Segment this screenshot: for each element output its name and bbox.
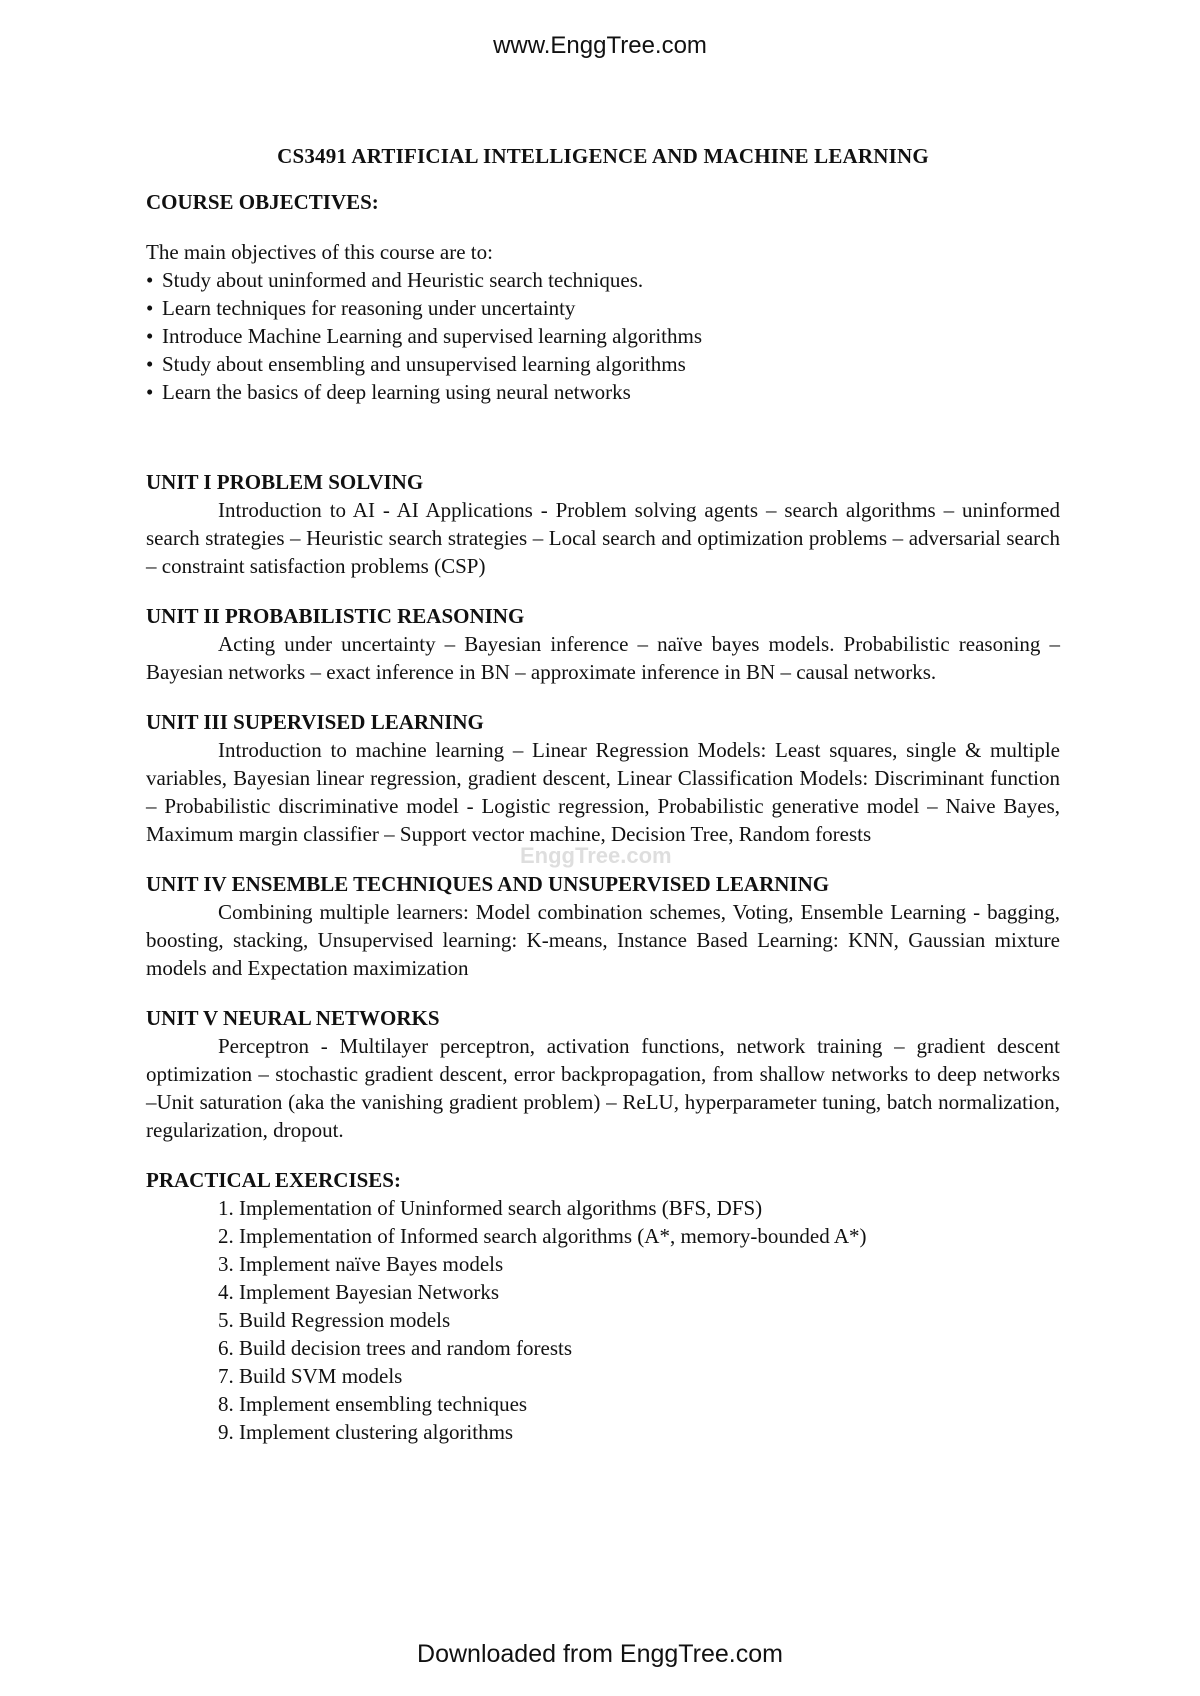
exercise-number: 9. — [218, 1420, 234, 1444]
document-title: CS3491 ARTIFICIAL INTELLIGENCE AND MACHINE LEARNING — [277, 144, 929, 168]
exercise-number: 3. — [218, 1252, 234, 1276]
objective-text: Study about uninformed and Heuristic search techniques. — [162, 268, 644, 292]
list-item — [218, 1418, 1060, 1446]
objective-text: Introduce Machine Learning and supervised learning algorithms — [162, 324, 702, 348]
objective-text: Learn the basics of deep learning using neural networks — [162, 380, 631, 404]
bullet-icon: • — [146, 268, 154, 292]
objectives-list — [146, 266, 1060, 406]
exercise-text: Implement naïve Bayes models — [239, 1252, 504, 1276]
unit-body: Perceptron - Multilayer perceptron, activation functions, network training – gradient descent optimization – stochastic gradient descent, error backpropagation, from shallow networks to deep networks –Unit saturation (aka the vanishing gradient problem) – ReLU, hyperparameter tuning, batch normalization, regularization, dropout. — [146, 1034, 1060, 1142]
unit-4-section — [146, 870, 1060, 982]
exercise-number: 1. — [218, 1196, 234, 1220]
objectives-heading: COURSE OBJECTIVES: — [146, 190, 379, 214]
unit-body: Combining multiple learners: Model combination schemes, Voting, Ensemble Learning - bagging, boosting, stacking, Unsupervised learning: K-means, Instance Based Learning: KNN, Gaussian mixture models and Expectation maximization — [146, 900, 1060, 980]
exercise-text: Implement ensembling techniques — [239, 1392, 528, 1416]
exercise-number: 7. — [218, 1364, 234, 1388]
objectives-intro: The main objectives of this course are to: — [146, 240, 493, 264]
list-item — [218, 1334, 1060, 1362]
list-item — [218, 1222, 1060, 1250]
unit-3-section — [146, 708, 1060, 848]
exercise-number: 6. — [218, 1336, 234, 1360]
practical-heading: PRACTICAL EXERCISES: — [146, 1168, 401, 1192]
list-item — [218, 1362, 1060, 1390]
bullet-icon: • — [146, 380, 154, 404]
unit-heading: UNIT IV ENSEMBLE TECHNIQUES AND UNSUPERVISED LEARNING — [146, 872, 830, 896]
bullet-icon: • — [146, 352, 154, 376]
exercise-text: Implement clustering algorithms — [239, 1420, 514, 1444]
exercise-text: Build Regression models — [239, 1308, 451, 1332]
unit-heading: UNIT I PROBLEM SOLVING — [146, 470, 424, 494]
unit-body: Acting under uncertainty – Bayesian inference – naïve bayes models. Probabilistic reasoning – Bayesian networks – exact inference in BN – approximate inference in BN – causal networks. — [146, 632, 1060, 684]
objective-text: Learn techniques for reasoning under uncertainty — [162, 296, 576, 320]
objective-text: Study about ensembling and unsupervised learning algorithms — [162, 352, 686, 376]
unit-2-section — [146, 602, 1060, 686]
exercise-text: Implementation of Informed search algorithms (A*, memory-bounded A*) — [239, 1224, 867, 1248]
list-item — [218, 1278, 1060, 1306]
list-item — [146, 350, 1060, 378]
exercise-text: Implementation of Uninformed search algorithms (BFS, DFS) — [239, 1196, 763, 1220]
document-content — [146, 142, 1060, 1446]
unit-heading: UNIT II PROBABILISTIC REASONING — [146, 604, 525, 628]
exercise-number: 4. — [218, 1280, 234, 1304]
list-item — [218, 1306, 1060, 1334]
exercise-text: Build decision trees and random forests — [239, 1336, 573, 1360]
list-item — [218, 1194, 1060, 1222]
exercise-number: 5. — [218, 1308, 234, 1332]
header-url: www.EnggTree.com — [493, 32, 707, 59]
list-item — [218, 1250, 1060, 1278]
unit-heading: UNIT V NEURAL NETWORKS — [146, 1006, 440, 1030]
unit-body: Introduction to AI - AI Applications - Problem solving agents – search algorithms – uninformed search strategies – Heuristic search strategies – Local search and optimization problems – adversarial search – constraint satisfaction problems (CSP) — [146, 498, 1060, 578]
list-item — [146, 294, 1060, 322]
footer-text: Downloaded from EnggTree.com — [417, 1640, 783, 1668]
list-item — [146, 266, 1060, 294]
bullet-icon: • — [146, 296, 154, 320]
practical-section — [146, 1166, 1060, 1446]
exercise-number: 2. — [218, 1224, 234, 1248]
exercise-list — [146, 1194, 1060, 1446]
list-item — [146, 322, 1060, 350]
watermark-text: EnggTree.com — [520, 843, 672, 868]
unit-5-section — [146, 1004, 1060, 1144]
unit-body: Introduction to machine learning – Linear Regression Models: Least squares, single & multiple variables, Bayesian linear regression, gradient descent, Linear Classification Models: Discriminant function – Probabilistic discriminative model - Logistic regression, Probabilistic generative model – Naive Bayes, Maximum margin classifier – Support vector machine, Decision Tree, Random forests — [146, 738, 1060, 846]
unit-1-section — [146, 468, 1060, 580]
unit-heading: UNIT III SUPERVISED LEARNING — [146, 710, 484, 734]
bullet-icon: • — [146, 324, 154, 348]
list-item — [146, 378, 1060, 406]
exercise-text: Implement Bayesian Networks — [239, 1280, 500, 1304]
list-item — [218, 1390, 1060, 1418]
exercise-text: Build SVM models — [239, 1364, 403, 1388]
exercise-number: 8. — [218, 1392, 234, 1416]
